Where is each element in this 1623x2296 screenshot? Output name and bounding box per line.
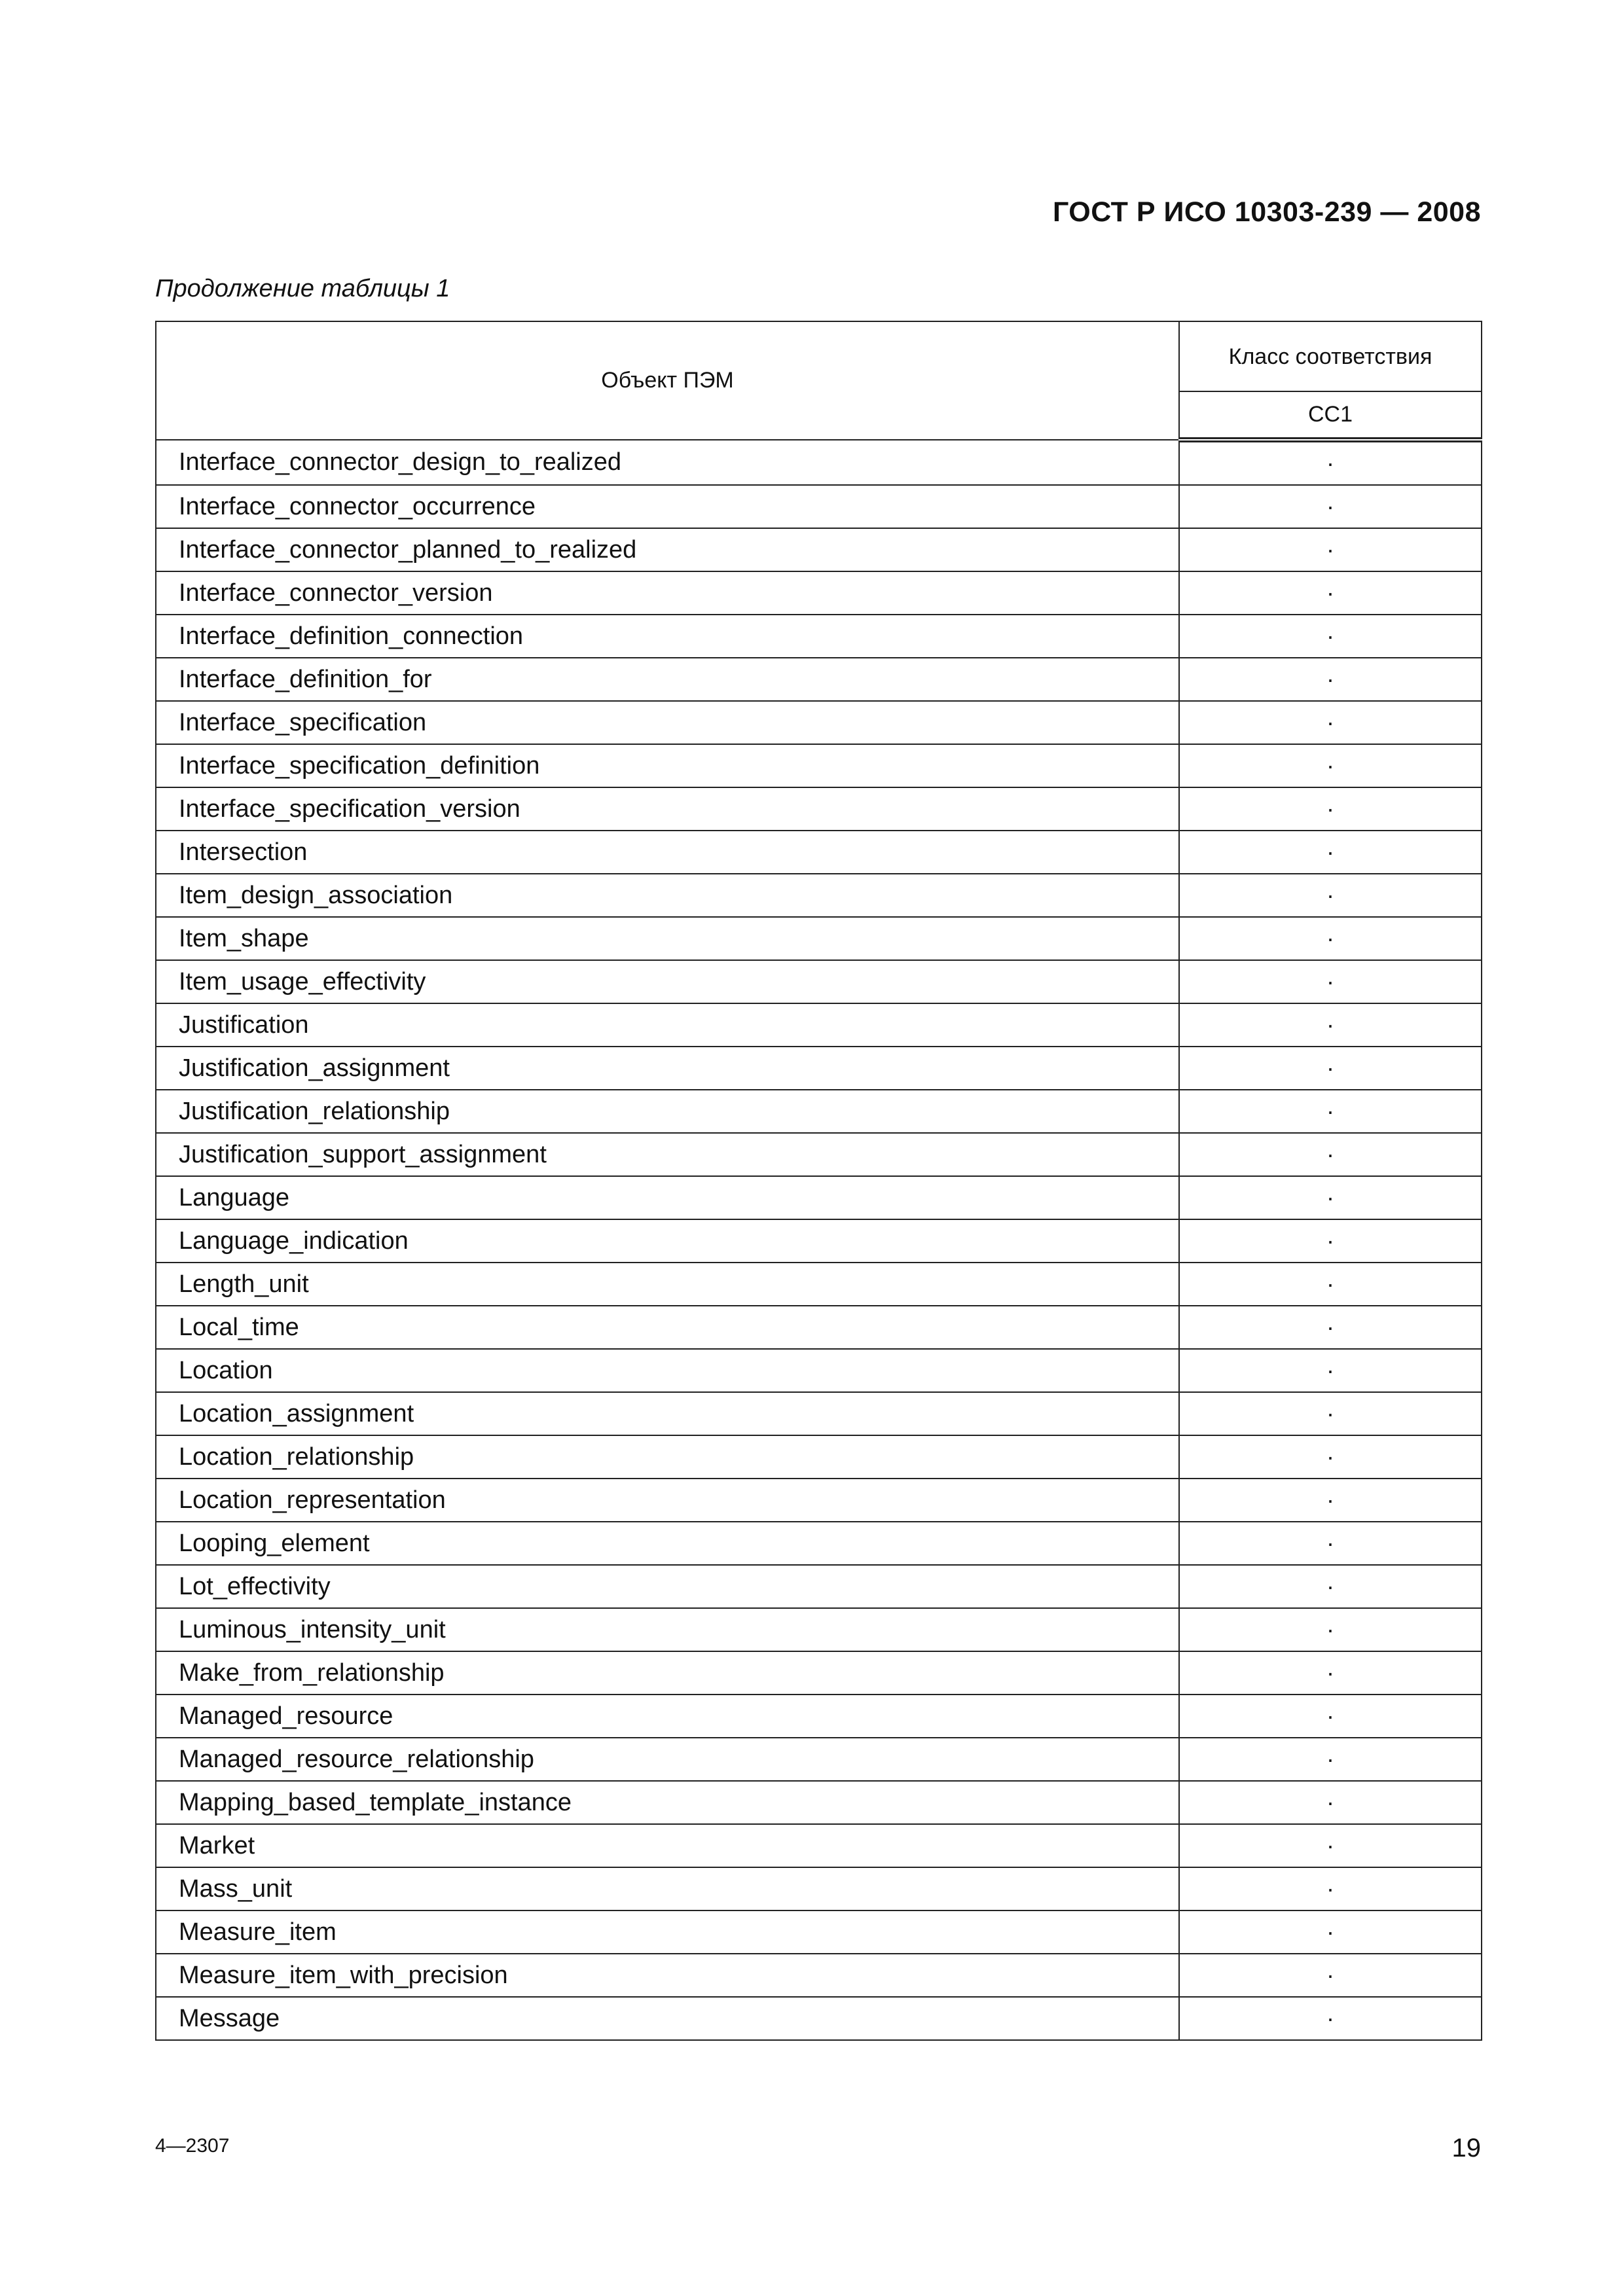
- table-row: [156, 960, 1482, 1003]
- cc1-mark-cell: ·: [1179, 1176, 1482, 1219]
- object-name-cell: Language: [156, 1176, 1179, 1219]
- object-name-cell: Justification: [156, 1003, 1179, 1047]
- table-row: [156, 528, 1482, 571]
- object-name-cell: Item_shape: [156, 917, 1179, 960]
- object-name-cell: Message: [156, 1997, 1179, 2040]
- table-row: [156, 1997, 1482, 2040]
- cc1-mark-cell: ·: [1179, 615, 1482, 658]
- cc1-mark-cell: ·: [1179, 1090, 1482, 1133]
- table-row: [156, 1003, 1482, 1047]
- cc1-mark-cell: ·: [1179, 658, 1482, 701]
- object-name-cell: Managed_resource: [156, 1695, 1179, 1738]
- sheet-reference: 4—2307: [155, 2135, 230, 2157]
- object-name-cell: Interface_connector_occurrence: [156, 485, 1179, 528]
- object-name-cell: Location_representation: [156, 1479, 1179, 1522]
- object-name-cell: Mapping_based_template_instance: [156, 1781, 1179, 1824]
- table-row: [156, 701, 1482, 744]
- cc1-mark-cell: ·: [1179, 485, 1482, 528]
- cc1-mark-cell: ·: [1179, 831, 1482, 874]
- table-row: [156, 1867, 1482, 1910]
- conformance-table: [155, 321, 1482, 2041]
- page-number: 19: [1451, 2134, 1481, 2162]
- table-row: [156, 744, 1482, 787]
- cc1-mark-cell: ·: [1179, 787, 1482, 831]
- cc1-mark-cell: ·: [1179, 571, 1482, 615]
- object-name-cell: Language_indication: [156, 1219, 1179, 1263]
- cc1-mark-cell: ·: [1179, 1522, 1482, 1565]
- object-name-cell: Mass_unit: [156, 1867, 1179, 1910]
- table-row: [156, 1047, 1482, 1090]
- table-row: [156, 485, 1482, 528]
- cc1-mark-cell: ·: [1179, 744, 1482, 787]
- object-name-cell: Item_design_association: [156, 874, 1179, 917]
- col-header-cc1: CC1: [1179, 391, 1482, 440]
- table-row: [156, 1738, 1482, 1781]
- cc1-mark-cell: ·: [1179, 1781, 1482, 1824]
- object-name-cell: Interface_definition_for: [156, 658, 1179, 701]
- table-row: [156, 1910, 1482, 1954]
- table-row: [156, 1522, 1482, 1565]
- col-header-object: Объект ПЭМ: [156, 321, 1179, 440]
- table-row: [156, 1608, 1482, 1651]
- cc1-mark-cell: ·: [1179, 874, 1482, 917]
- table-row: [156, 1954, 1482, 1997]
- object-name-cell: Justification_relationship: [156, 1090, 1179, 1133]
- cc1-mark-cell: ·: [1179, 917, 1482, 960]
- table-row: [156, 1824, 1482, 1867]
- table-row: [156, 1565, 1482, 1608]
- cc1-mark-cell: ·: [1179, 1349, 1482, 1392]
- document-code: ГОСТ Р ИСО 10303-239 — 2008: [1052, 196, 1481, 228]
- object-name-cell: Measure_item: [156, 1910, 1179, 1954]
- cc1-mark-cell: ·: [1179, 1867, 1482, 1910]
- table-row: [156, 1133, 1482, 1176]
- cc1-mark-cell: ·: [1179, 1435, 1482, 1479]
- cc1-mark-cell: ·: [1179, 1003, 1482, 1047]
- cc1-mark-cell: ·: [1179, 1824, 1482, 1867]
- table-row: [156, 1176, 1482, 1219]
- object-name-cell: Interface_specification: [156, 701, 1179, 744]
- cc1-mark-cell: ·: [1179, 1047, 1482, 1090]
- object-name-cell: Luminous_intensity_unit: [156, 1608, 1179, 1651]
- cc1-mark-cell: ·: [1179, 1738, 1482, 1781]
- table-row: [156, 1479, 1482, 1522]
- table-row: [156, 1090, 1482, 1133]
- table-header: [156, 321, 1482, 440]
- cc1-mark-cell: ·: [1179, 528, 1482, 571]
- object-name-cell: Interface_specification_definition: [156, 744, 1179, 787]
- table-row: [156, 1392, 1482, 1435]
- cc1-mark-cell: ·: [1179, 1306, 1482, 1349]
- cc1-mark-cell: ·: [1179, 1565, 1482, 1608]
- cc1-mark-cell: ·: [1179, 701, 1482, 744]
- table-row: [156, 787, 1482, 831]
- cc1-mark-cell: ·: [1179, 1997, 1482, 2040]
- table-row: [156, 1651, 1482, 1695]
- object-name-cell: Interface_specification_version: [156, 787, 1179, 831]
- table-row: [156, 1781, 1482, 1824]
- cc1-mark-cell: ·: [1179, 1392, 1482, 1435]
- object-name-cell: Interface_connector_version: [156, 571, 1179, 615]
- object-name-cell: Looping_element: [156, 1522, 1179, 1565]
- table-row: [156, 571, 1482, 615]
- table-row: [156, 831, 1482, 874]
- cc1-mark-cell: ·: [1179, 1219, 1482, 1263]
- object-name-cell: Interface_connector_planned_to_realized: [156, 528, 1179, 571]
- object-name-cell: Make_from_relationship: [156, 1651, 1179, 1695]
- table-caption: Продолжение таблицы 1: [155, 275, 450, 302]
- cc1-mark-cell: ·: [1179, 440, 1482, 485]
- object-name-cell: Managed_resource_relationship: [156, 1738, 1179, 1781]
- cc1-mark-cell: ·: [1179, 1695, 1482, 1738]
- object-name-cell: Interface_definition_connection: [156, 615, 1179, 658]
- table-row: [156, 440, 1482, 485]
- object-name-cell: Item_usage_effectivity: [156, 960, 1179, 1003]
- cc1-mark-cell: ·: [1179, 1910, 1482, 1954]
- object-name-cell: Intersection: [156, 831, 1179, 874]
- cc1-mark-cell: ·: [1179, 960, 1482, 1003]
- cc1-mark-cell: ·: [1179, 1133, 1482, 1176]
- table-row: [156, 1695, 1482, 1738]
- object-name-cell: Length_unit: [156, 1263, 1179, 1306]
- table-row: [156, 1306, 1482, 1349]
- object-name-cell: Lot_effectivity: [156, 1565, 1179, 1608]
- col-header-class: Класс соответствия: [1179, 321, 1482, 391]
- object-name-cell: Justification_assignment: [156, 1047, 1179, 1090]
- object-name-cell: Location: [156, 1349, 1179, 1392]
- object-name-cell: Interface_connector_design_to_realized: [156, 440, 1179, 485]
- object-name-cell: Measure_item_with_precision: [156, 1954, 1179, 1997]
- cc1-mark-cell: ·: [1179, 1479, 1482, 1522]
- object-name-cell: Justification_support_assignment: [156, 1133, 1179, 1176]
- table-row: [156, 615, 1482, 658]
- table-row: [156, 1219, 1482, 1263]
- table-row: [156, 1435, 1482, 1479]
- object-name-cell: Location_relationship: [156, 1435, 1179, 1479]
- object-name-cell: Market: [156, 1824, 1179, 1867]
- cc1-mark-cell: ·: [1179, 1954, 1482, 1997]
- cc1-mark-cell: ·: [1179, 1608, 1482, 1651]
- table-body: [156, 440, 1482, 2040]
- table-row: [156, 917, 1482, 960]
- table-row: [156, 874, 1482, 917]
- object-name-cell: Location_assignment: [156, 1392, 1179, 1435]
- object-name-cell: Local_time: [156, 1306, 1179, 1349]
- cc1-mark-cell: ·: [1179, 1651, 1482, 1695]
- cc1-mark-cell: ·: [1179, 1263, 1482, 1306]
- table-row: [156, 1349, 1482, 1392]
- table-row: [156, 658, 1482, 701]
- table-row: [156, 1263, 1482, 1306]
